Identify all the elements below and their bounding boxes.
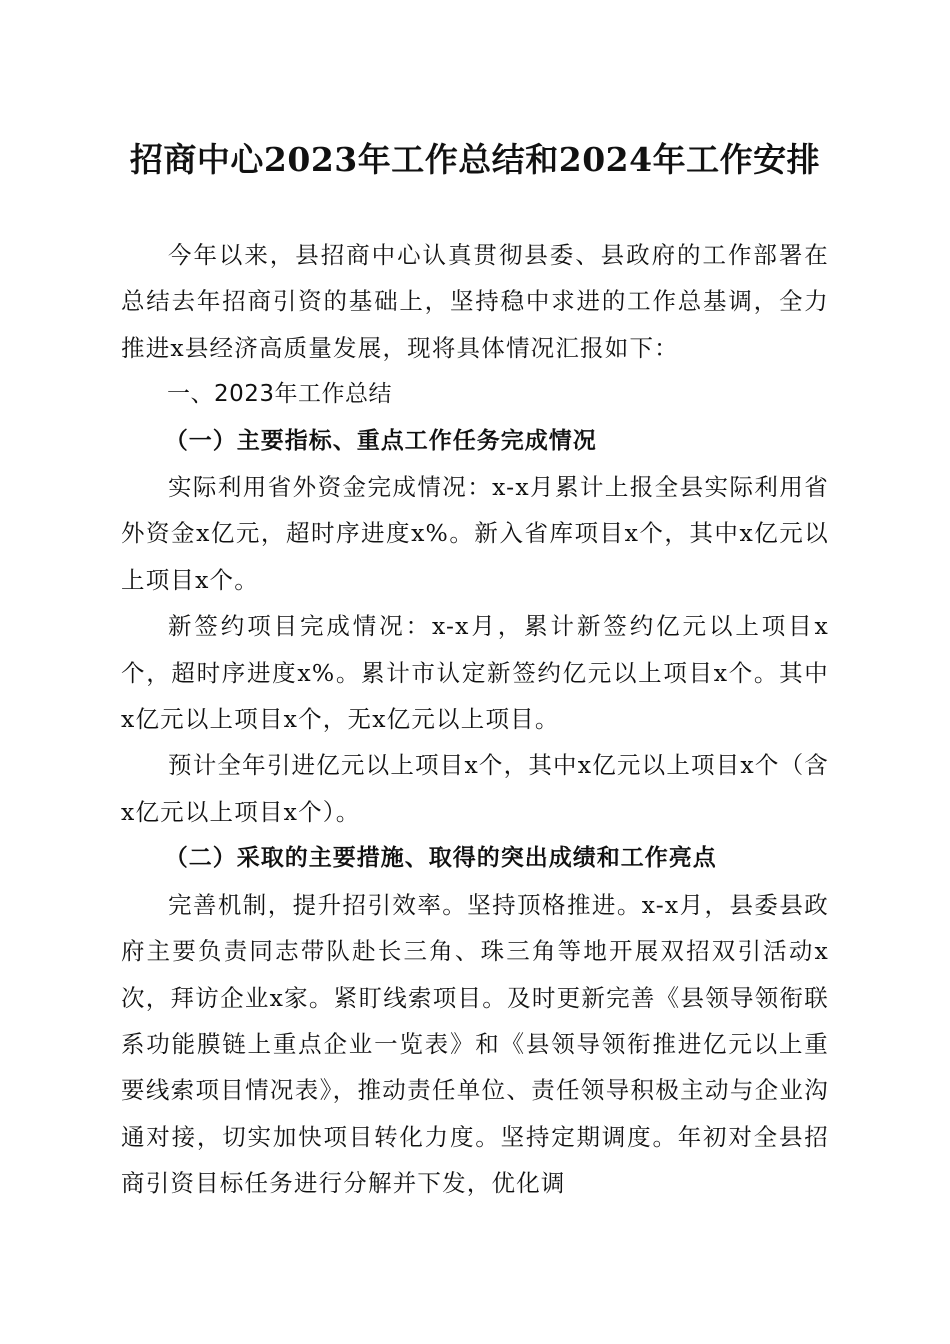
- subsection-heading-main-indicators: （一）主要指标、重点工作任务完成情况: [164, 426, 597, 454]
- section-heading-summary-2023: 一、2023年工作总结: [167, 381, 393, 408]
- intro-paragraph: 今年以来，县招商中心认真贯彻县委、县政府的工作部署在总结去年招商引资的基础上，坚持稳中求进的工作总基调，全力推进x县经济高质量发展，现将具体情况汇报如下：: [121, 241, 829, 362]
- document-title: 招商中心2023年工作总结和2024年工作安排: [129, 140, 821, 179]
- paragraph-capital-utilization: 实际利用省外资金完成情况：x-x月累计上报全县实际利用省外资金x亿元，超时序进度x%。新入省库项目x个，其中x亿元以上项目x个。: [121, 473, 829, 594]
- subsection-heading-measures-achievements: （二）采取的主要措施、取得的突出成绩和工作亮点: [164, 844, 717, 872]
- paragraph-improve-mechanism: 完善机制，提升招引效率。坚持顶格推进。x-x月，县委县政府主要负责同志带队赴长三角、珠三角等地开展双招双引活动x次，拜访企业x家。紧盯线索项目。及时更新完善《县领导领衔联系功能膜链上重点企业一览表》和《县领导领衔推进亿元以上重要线索项目情况表》，推动责任单位、责任领导积极主动与企业沟通对接，切实加快项目转化力度。坚持定期调度。年初对全县招商引资目标任务进行分解并下发，优化调: [121, 890, 829, 1198]
- paragraph-new-signed-projects: 新签约项目完成情况：x-x月，累计新签约亿元以上项目x个，超时序进度x%。累计市认定新签约亿元以上项目x个。其中x亿元以上项目x个，无x亿元以上项目。: [121, 612, 829, 734]
- paragraph-annual-forecast: 预计全年引进亿元以上项目x个，其中x亿元以上项目x个（含x亿元以上项目x个）。: [121, 751, 829, 826]
- document-body: [121, 232, 829, 1207]
